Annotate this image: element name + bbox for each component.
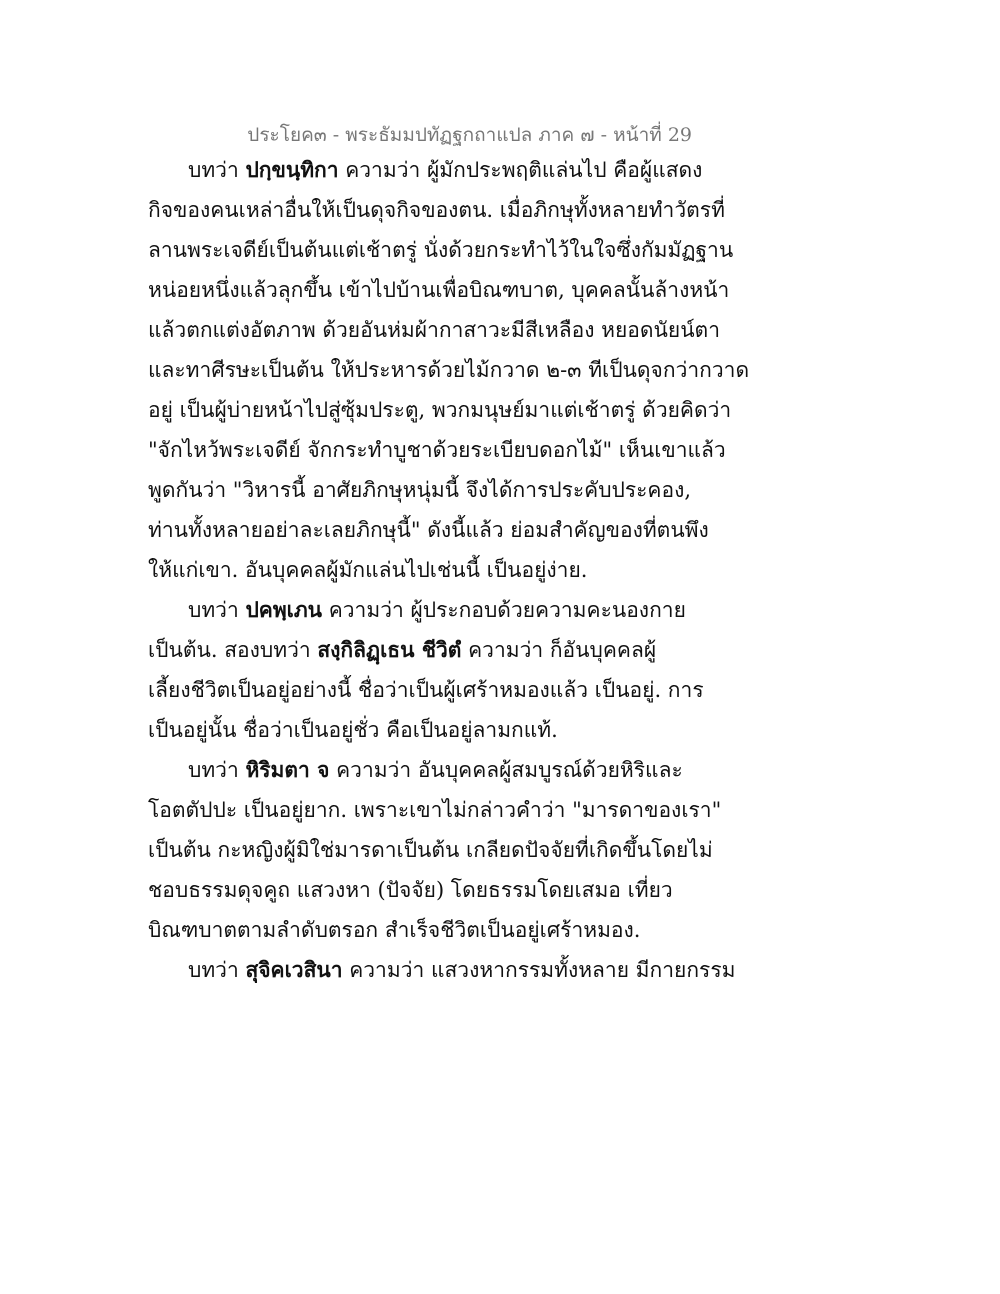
text-line: กิจของคนเหล่าอื่นให้เป็นดุจกิจของตน. เมื่อภิกษุทั้งหลายทำวัตรที่ bbox=[148, 198, 725, 222]
body-text bbox=[148, 150, 750, 990]
pali-term: สงฺกิลิฏฺเธน ชีวิตํ bbox=[317, 637, 462, 662]
text-line: เป็นอยู่นั้น ชื่อว่าเป็นอยู่ชั่ว คือเป็นอยู่ลามกแท้. bbox=[148, 718, 558, 742]
line-text: ความว่า ผู้มักประพฤติแล่นไป คือผู้แสดง bbox=[338, 158, 703, 182]
text-line: แล้วตกแต่งอัตภาพ ด้วยอันห่มผ้ากาสาวะมีสีเหลือง หยอดนัยน์ตา bbox=[148, 318, 720, 342]
running-header: ประโยค๓ - พระธัมมปทัฏฐกถาแปล ภาค ๗ - หน้าที่ 29 bbox=[247, 124, 692, 146]
paragraph-pakkhandika bbox=[148, 150, 750, 590]
line-text: บทว่า bbox=[188, 158, 246, 182]
pali-term: ปคพฺเภน bbox=[245, 597, 323, 622]
text-line: บิณฑบาตตามลำดับตรอก สำเร็จชีวิตเป็นอยู่เศร้าหมอง. bbox=[148, 918, 641, 942]
text-line: อยู่ เป็นผู้บ่ายหน้าไปสู่ซุ้มประตู, พวกมนุษย์มาแต่เช้าตรู่ ด้วยคิดว่า bbox=[148, 398, 732, 422]
paragraph-pagabbhena bbox=[148, 590, 708, 750]
text-line bbox=[148, 630, 708, 670]
line-text: ความว่า ผู้ประกอบด้วยความคะนองกาย bbox=[322, 598, 686, 622]
text-line bbox=[148, 950, 736, 990]
text-line: ลานพระเจดีย์เป็นต้นแต่เช้าตรู่ นั่งด้วยกระทำไว้ในใจซึ่งกัมมัฏฐาน bbox=[148, 238, 734, 262]
text-line: "จักไหว้พระเจดีย์ จักกระทำบูชาด้วยระเบียบดอกไม้" เห็นเขาแล้ว bbox=[148, 438, 726, 462]
line-text: ความว่า แสวงหากรรมทั้งหลาย มีกายกรรม bbox=[342, 958, 736, 982]
text-line: ท่านทั้งหลายอย่าละเลยภิกษุนี้" ดังนี้แล้ว ย่อมสำคัญของที่ตนพึง bbox=[148, 518, 709, 542]
paragraph-hirimata bbox=[148, 750, 722, 950]
text-line: พูดกันว่า "วิหารนี้ อาศัยภิกษุหนุ่มนี้ จึงได้การประคับประคอง, bbox=[148, 478, 692, 502]
text-line: ชอบธรรมดุจคูถ แสวงหา (ปัจจัย) โดยธรรมโดยเสมอ เที่ยว bbox=[148, 878, 673, 902]
text-line: และทาศีรษะเป็นต้น ให้ประหารด้วยไม้กวาด ๒-๓ ทีเป็นดุจกว่ากวาด bbox=[148, 358, 750, 382]
text-line: หน่อยหนึ่งแล้วลุกขึ้น เข้าไปบ้านเพื่อบิณฑบาต, บุคคลนั้นล้างหน้า bbox=[148, 278, 730, 302]
line-text: ความว่า ก็อันบุคคลผู้ bbox=[461, 638, 657, 662]
pali-term: สุจิคเวสินา bbox=[245, 957, 343, 982]
line-text: บทว่า bbox=[188, 598, 246, 622]
paragraph-sucigavesina bbox=[148, 950, 736, 990]
pali-term: หิริมตา จ bbox=[245, 757, 330, 782]
text-line bbox=[148, 590, 708, 630]
text-line: ให้แก่เขา. อันบุคคลผู้มักแล่นไปเช่นนี้ เป็นอยู่ง่าย. bbox=[148, 558, 588, 582]
text-line bbox=[148, 150, 708, 190]
line-text: เป็นต้น. สองบทว่า bbox=[148, 638, 318, 662]
pali-term: ปกฺขนฺทิกา bbox=[245, 157, 339, 182]
line-text: บทว่า bbox=[188, 958, 246, 982]
text-line: โอตตัปปะ เป็นอยู่ยาก. เพราะเขาไม่กล่าวคำว่า "มารดาของเรา" bbox=[148, 798, 722, 822]
line-text: บทว่า bbox=[188, 758, 246, 782]
text-line bbox=[148, 750, 708, 790]
line-text: ความว่า อันบุคคลผู้สมบูรณ์ด้วยหิริและ bbox=[329, 758, 683, 782]
text-line: เลี้ยงชีวิตเป็นอยู่อย่างนี้ ชื่อว่าเป็นผู้เศร้าหมองแล้ว เป็นอยู่. การ bbox=[148, 678, 704, 702]
text-line: เป็นต้น กะหญิงผู้มิใช่มารดาเป็นต้น เกลียดปัจจัยที่เกิดขึ้นโดยไม่ bbox=[148, 838, 713, 862]
